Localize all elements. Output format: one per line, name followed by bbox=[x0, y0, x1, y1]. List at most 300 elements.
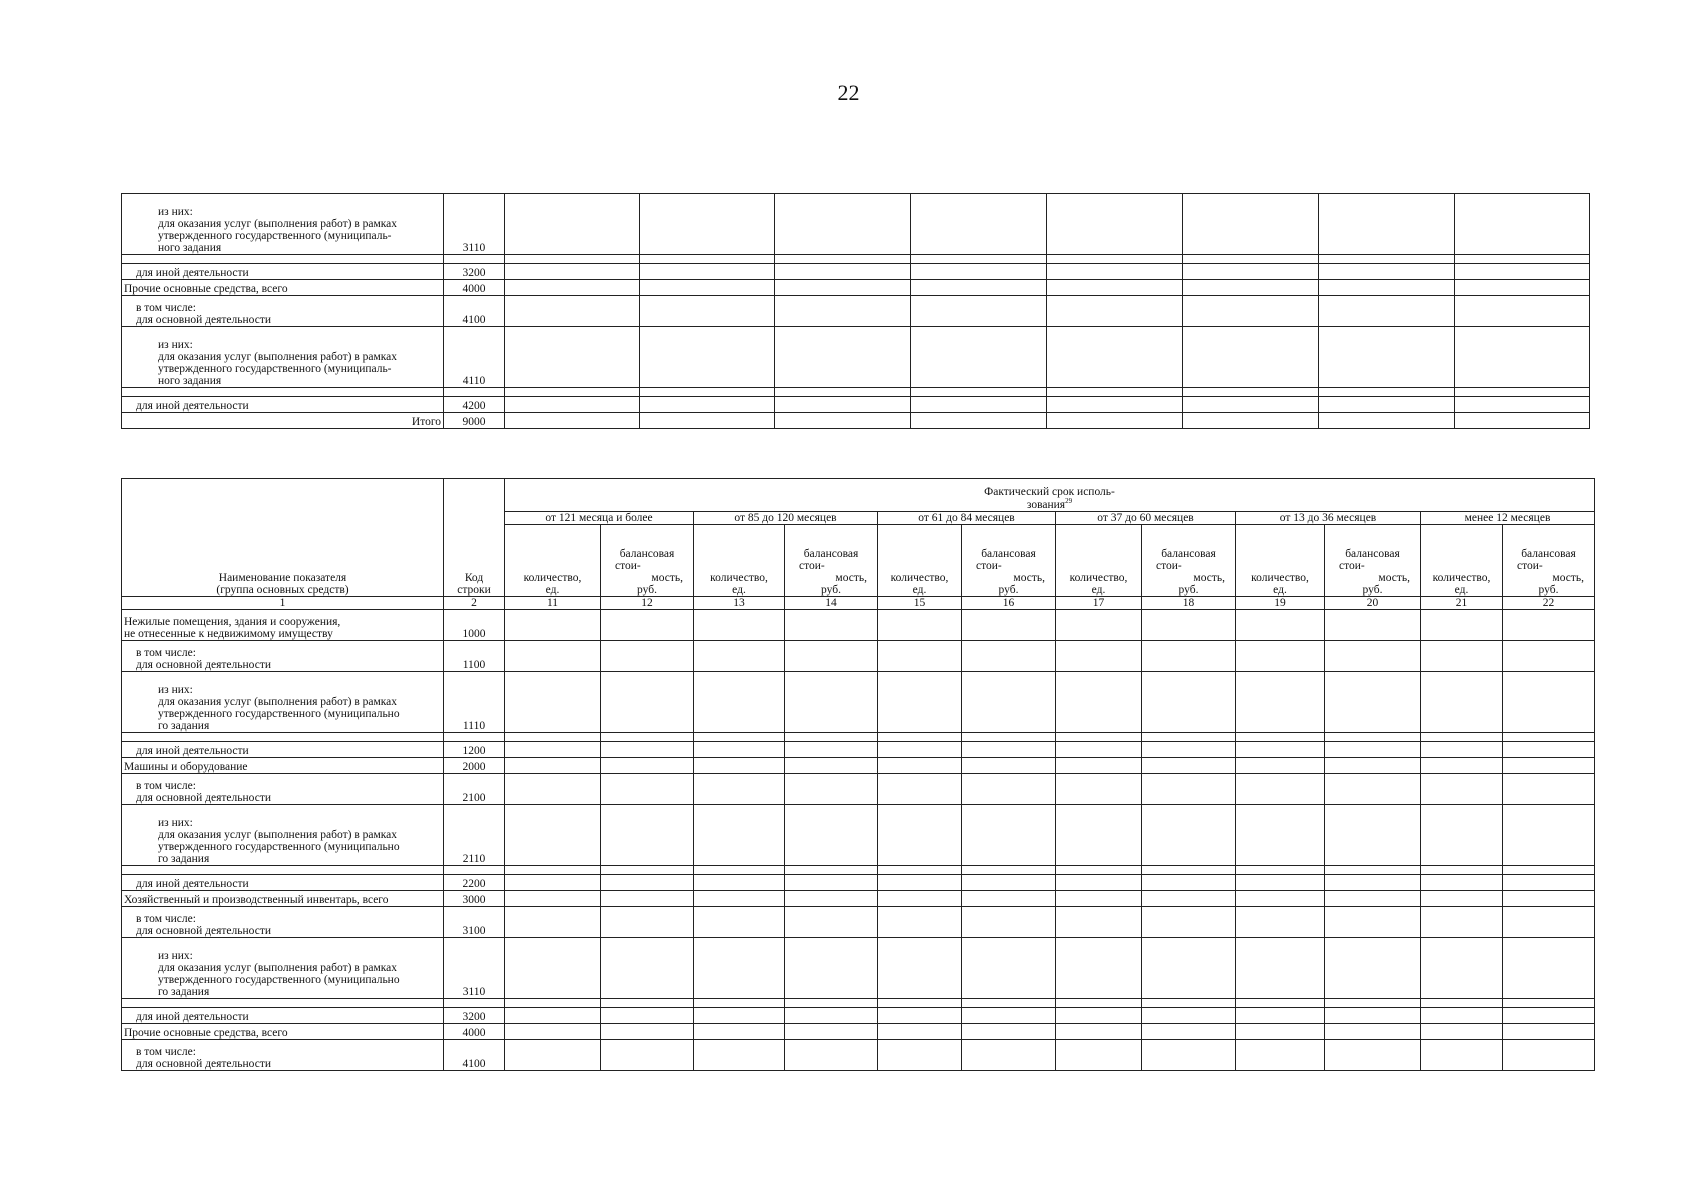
value-cell bbox=[911, 296, 1047, 327]
value-cell bbox=[1503, 733, 1595, 742]
column-number: 17 bbox=[1056, 597, 1142, 610]
value-cell bbox=[1319, 327, 1455, 388]
value-cell bbox=[1142, 1024, 1236, 1040]
value-cell bbox=[911, 264, 1047, 280]
value-cell bbox=[785, 733, 878, 742]
value-cell bbox=[505, 758, 601, 774]
quantity-label: количество, bbox=[1069, 571, 1128, 584]
row-label-line: Машины и оборудование bbox=[124, 761, 248, 774]
row-label bbox=[122, 938, 444, 999]
value-cell bbox=[1056, 1024, 1142, 1040]
value-cell bbox=[1319, 413, 1455, 429]
value-cell bbox=[1047, 194, 1183, 255]
row-code bbox=[444, 866, 505, 875]
value-cell bbox=[878, 891, 962, 907]
table-row bbox=[122, 1024, 1595, 1040]
value-cell bbox=[601, 938, 694, 999]
value-cell bbox=[505, 280, 640, 296]
row-label-line: для иной деятельности bbox=[136, 1011, 249, 1024]
value-cell bbox=[1325, 875, 1421, 891]
value-cell bbox=[1455, 397, 1590, 413]
table-row bbox=[122, 1008, 1595, 1024]
row-label bbox=[122, 907, 444, 938]
row-label bbox=[122, 264, 444, 280]
value-cell bbox=[962, 1008, 1056, 1024]
value-cell bbox=[785, 875, 878, 891]
value-cell bbox=[1455, 413, 1590, 429]
balance-label-4: руб. bbox=[1178, 584, 1199, 596]
value-cell bbox=[601, 1040, 694, 1071]
value-cell bbox=[1421, 866, 1503, 875]
value-cell bbox=[785, 907, 878, 938]
value-cell bbox=[878, 641, 962, 672]
value-cell bbox=[775, 264, 911, 280]
value-cell bbox=[1319, 388, 1455, 397]
value-cell bbox=[962, 672, 1056, 733]
table-row bbox=[122, 875, 1595, 891]
quantity-unit: ед. bbox=[1273, 584, 1287, 596]
value-cell bbox=[1503, 742, 1595, 758]
column-number: 15 bbox=[878, 597, 962, 610]
row-label-line: для основной деятельности bbox=[136, 792, 271, 805]
row-label-line: го задания bbox=[158, 720, 210, 733]
value-cell bbox=[694, 774, 785, 805]
balance-value-header bbox=[1142, 525, 1236, 597]
value-cell bbox=[601, 672, 694, 733]
row-label-line: для основной деятельности bbox=[136, 659, 271, 672]
value-cell bbox=[601, 1024, 694, 1040]
value-cell bbox=[505, 733, 601, 742]
value-cell bbox=[1503, 1008, 1595, 1024]
table-row bbox=[122, 742, 1595, 758]
value-cell bbox=[1319, 296, 1455, 327]
column-number: 18 bbox=[1142, 597, 1236, 610]
row-label bbox=[122, 327, 444, 388]
value-cell bbox=[1056, 742, 1142, 758]
value-cell bbox=[694, 672, 785, 733]
row-label bbox=[122, 774, 444, 805]
value-cell bbox=[1236, 742, 1325, 758]
value-cell bbox=[601, 907, 694, 938]
value-cell bbox=[878, 875, 962, 891]
table-row bbox=[122, 641, 1595, 672]
value-cell bbox=[878, 1040, 962, 1071]
row-code: 3200 bbox=[444, 264, 505, 280]
value-cell bbox=[1325, 891, 1421, 907]
header-name bbox=[122, 479, 444, 597]
balance-value-header bbox=[1325, 525, 1421, 597]
value-cell bbox=[1236, 610, 1325, 641]
value-cell bbox=[785, 1040, 878, 1071]
value-cell bbox=[505, 397, 640, 413]
quantity-label: количество, bbox=[890, 571, 949, 584]
column-number: 22 bbox=[1503, 597, 1595, 610]
table-row bbox=[122, 999, 1595, 1008]
value-cell bbox=[601, 774, 694, 805]
value-cell bbox=[785, 610, 878, 641]
balance-label-3: мость, bbox=[1013, 571, 1045, 584]
value-cell bbox=[694, 805, 785, 866]
balance-label-2: стои- bbox=[976, 559, 1002, 572]
value-cell bbox=[1455, 280, 1590, 296]
row-code: 1000 bbox=[444, 610, 505, 641]
value-cell bbox=[1056, 774, 1142, 805]
value-cell bbox=[640, 397, 775, 413]
table-row bbox=[122, 1040, 1595, 1071]
row-label-line: ного задания bbox=[158, 374, 222, 387]
value-cell bbox=[1047, 280, 1183, 296]
value-cell bbox=[1503, 672, 1595, 733]
value-cell bbox=[878, 999, 962, 1008]
value-cell bbox=[1183, 194, 1319, 255]
balance-value-header bbox=[1503, 525, 1595, 597]
value-cell bbox=[694, 875, 785, 891]
value-cell bbox=[694, 733, 785, 742]
value-cell bbox=[1183, 413, 1319, 429]
row-label bbox=[122, 742, 444, 758]
balance-value-header bbox=[601, 525, 694, 597]
value-cell bbox=[911, 280, 1047, 296]
row-label-line: ного задания bbox=[158, 241, 222, 254]
row-label bbox=[122, 758, 444, 774]
row-label-line: Хозяйственный и производственный инвентарь, всего bbox=[124, 894, 389, 907]
balance-label-3: мость, bbox=[651, 571, 683, 584]
value-cell bbox=[1056, 641, 1142, 672]
value-cell bbox=[785, 672, 878, 733]
row-label-line: для основной деятельности bbox=[136, 925, 271, 938]
period-header: от 37 до 60 месяцев bbox=[1056, 512, 1236, 525]
value-cell bbox=[505, 413, 640, 429]
value-cell bbox=[1142, 1040, 1236, 1071]
row-label-line: для иной деятельности bbox=[136, 266, 249, 279]
row-label-line: го задания bbox=[158, 853, 210, 866]
row-label-line: для оказания услуг (выполнения работ) в рамках bbox=[158, 828, 398, 841]
value-cell bbox=[1142, 805, 1236, 866]
value-cell bbox=[1183, 280, 1319, 296]
row-label-line: в том числе: bbox=[136, 1046, 196, 1058]
value-cell bbox=[601, 805, 694, 866]
column-number: 12 bbox=[601, 597, 694, 610]
table-usage-period bbox=[121, 478, 1595, 1071]
table-row bbox=[122, 388, 1590, 397]
table-row bbox=[122, 296, 1590, 327]
row-label bbox=[122, 866, 444, 875]
value-cell bbox=[1142, 999, 1236, 1008]
value-cell bbox=[640, 264, 775, 280]
value-cell bbox=[1325, 742, 1421, 758]
value-cell bbox=[1421, 733, 1503, 742]
balance-value-header bbox=[962, 525, 1056, 597]
row-label bbox=[122, 875, 444, 891]
table-row bbox=[122, 264, 1590, 280]
row-code: 4200 bbox=[444, 397, 505, 413]
table-row bbox=[122, 610, 1595, 641]
value-cell bbox=[878, 1008, 962, 1024]
quantity-header bbox=[1421, 525, 1503, 597]
value-cell bbox=[1325, 805, 1421, 866]
value-cell bbox=[785, 742, 878, 758]
value-cell bbox=[1319, 194, 1455, 255]
row-label-line: утвержденного государственного (муниципально bbox=[158, 974, 400, 986]
header-code-line2: строки bbox=[457, 584, 491, 596]
value-cell bbox=[1421, 742, 1503, 758]
value-cell bbox=[505, 875, 601, 891]
balance-label-4: руб. bbox=[1538, 584, 1559, 596]
value-cell bbox=[1319, 264, 1455, 280]
value-cell bbox=[878, 733, 962, 742]
value-cell bbox=[1503, 907, 1595, 938]
row-label-line: для иной деятельности bbox=[136, 399, 249, 412]
value-cell bbox=[601, 999, 694, 1008]
row-label bbox=[122, 1008, 444, 1024]
value-cell bbox=[1236, 891, 1325, 907]
row-label-line: утвержденного государственного (муниципаль- bbox=[158, 229, 392, 242]
value-cell bbox=[1142, 866, 1236, 875]
value-cell bbox=[1142, 672, 1236, 733]
balance-label-2: стои- bbox=[1339, 559, 1365, 572]
value-cell bbox=[1142, 891, 1236, 907]
table-row bbox=[122, 758, 1595, 774]
value-cell bbox=[1056, 758, 1142, 774]
value-cell bbox=[1142, 938, 1236, 999]
row-label-line: не отнесенные к недвижимому имуществу bbox=[124, 628, 333, 641]
value-cell bbox=[962, 733, 1056, 742]
value-cell bbox=[1047, 255, 1183, 264]
row-code: 2100 bbox=[444, 774, 505, 805]
quantity-header bbox=[878, 525, 962, 597]
value-cell bbox=[505, 805, 601, 866]
value-cell bbox=[601, 1008, 694, 1024]
period-header: от 61 до 84 месяцев bbox=[878, 512, 1056, 525]
value-cell bbox=[1183, 296, 1319, 327]
value-cell bbox=[962, 1040, 1056, 1071]
period-header: от 13 до 36 месяцев bbox=[1236, 512, 1421, 525]
value-cell bbox=[1325, 938, 1421, 999]
value-cell bbox=[1325, 907, 1421, 938]
row-label-line: Нежилые помещения, здания и сооружения, bbox=[124, 616, 341, 628]
value-cell bbox=[1421, 774, 1503, 805]
row-label bbox=[122, 397, 444, 413]
value-cell bbox=[911, 413, 1047, 429]
row-code: 3110 bbox=[444, 194, 505, 255]
value-cell bbox=[1056, 1040, 1142, 1071]
value-cell bbox=[1319, 397, 1455, 413]
value-cell bbox=[1503, 999, 1595, 1008]
value-cell bbox=[911, 194, 1047, 255]
row-label-line: Итого bbox=[411, 415, 441, 428]
header-usage-period bbox=[505, 479, 1595, 512]
value-cell bbox=[1056, 1008, 1142, 1024]
column-number: 16 bbox=[962, 597, 1056, 610]
balance-label-3: мость, bbox=[835, 571, 867, 584]
value-cell bbox=[640, 296, 775, 327]
balance-label-3: мость, bbox=[1378, 571, 1410, 584]
value-cell bbox=[962, 610, 1056, 641]
value-cell bbox=[1142, 875, 1236, 891]
value-cell bbox=[1421, 1040, 1503, 1071]
value-cell bbox=[640, 388, 775, 397]
value-cell bbox=[1325, 866, 1421, 875]
row-label bbox=[122, 641, 444, 672]
row-code: 4000 bbox=[444, 280, 505, 296]
value-cell bbox=[775, 397, 911, 413]
column-number: 20 bbox=[1325, 597, 1421, 610]
row-label-line: из них: bbox=[158, 816, 193, 829]
column-number: 13 bbox=[694, 597, 785, 610]
value-cell bbox=[1142, 1008, 1236, 1024]
value-cell bbox=[505, 388, 640, 397]
row-label-line: в том числе: bbox=[136, 780, 196, 792]
column-number: 19 bbox=[1236, 597, 1325, 610]
row-code: 1110 bbox=[444, 672, 505, 733]
row-code: 3200 bbox=[444, 1008, 505, 1024]
row-code: 3100 bbox=[444, 907, 505, 938]
value-cell bbox=[878, 758, 962, 774]
value-cell bbox=[1421, 610, 1503, 641]
balance-label-1: балансовая bbox=[1521, 547, 1576, 560]
row-label-line: для иной деятельности bbox=[136, 745, 249, 758]
value-cell bbox=[785, 999, 878, 1008]
table-row bbox=[122, 397, 1590, 413]
row-label-line: для оказания услуг (выполнения работ) в рамках bbox=[158, 961, 398, 974]
value-cell bbox=[1421, 672, 1503, 733]
row-label-line: для основной деятельности bbox=[136, 313, 271, 326]
column-number: 21 bbox=[1421, 597, 1503, 610]
value-cell bbox=[1142, 733, 1236, 742]
value-cell bbox=[962, 875, 1056, 891]
balance-label-2: стои- bbox=[1517, 559, 1543, 572]
value-cell bbox=[1325, 1024, 1421, 1040]
value-cell bbox=[640, 413, 775, 429]
row-label bbox=[122, 672, 444, 733]
value-cell bbox=[1421, 907, 1503, 938]
row-label-line: го задания bbox=[158, 986, 210, 999]
row-label-line: в том числе: bbox=[136, 913, 196, 925]
value-cell bbox=[785, 891, 878, 907]
value-cell bbox=[878, 805, 962, 866]
value-cell bbox=[694, 938, 785, 999]
value-cell bbox=[601, 742, 694, 758]
quantity-header bbox=[505, 525, 601, 597]
value-cell bbox=[785, 641, 878, 672]
value-cell bbox=[1503, 1040, 1595, 1071]
period-header: менее 12 месяцев bbox=[1421, 512, 1595, 525]
value-cell bbox=[1503, 866, 1595, 875]
balance-label-2: стои- bbox=[1156, 559, 1182, 572]
value-cell bbox=[785, 805, 878, 866]
header-code bbox=[444, 479, 505, 597]
column-number: 1 bbox=[122, 597, 444, 610]
value-cell bbox=[1503, 758, 1595, 774]
value-cell bbox=[694, 641, 785, 672]
value-cell bbox=[1325, 672, 1421, 733]
balance-label-1: балансовая bbox=[803, 547, 859, 560]
value-cell bbox=[694, 1040, 785, 1071]
value-cell bbox=[1503, 641, 1595, 672]
header-name-line1: Наименование показателя bbox=[218, 571, 347, 584]
balance-label-1: балансовая bbox=[1161, 547, 1216, 560]
value-cell bbox=[1183, 264, 1319, 280]
table-row bbox=[122, 805, 1595, 866]
value-cell bbox=[1455, 255, 1590, 264]
value-cell bbox=[1325, 758, 1421, 774]
value-cell bbox=[1142, 641, 1236, 672]
value-cell bbox=[1503, 938, 1595, 999]
balance-value-header bbox=[785, 525, 878, 597]
value-cell bbox=[505, 194, 640, 255]
value-cell bbox=[1325, 774, 1421, 805]
value-cell bbox=[505, 327, 640, 388]
quantity-label: количество, bbox=[1251, 571, 1309, 584]
value-cell bbox=[785, 758, 878, 774]
row-label-line: утвержденного государственного (муниципально bbox=[158, 708, 400, 720]
table-row bbox=[122, 891, 1595, 907]
value-cell bbox=[962, 805, 1056, 866]
row-label bbox=[122, 891, 444, 907]
header-usage-line1: Фактический срок исполь- bbox=[984, 486, 1115, 499]
value-cell bbox=[1503, 875, 1595, 891]
value-cell bbox=[1455, 264, 1590, 280]
value-cell bbox=[1421, 641, 1503, 672]
value-cell bbox=[1047, 264, 1183, 280]
row-code bbox=[444, 733, 505, 742]
value-cell bbox=[694, 1024, 785, 1040]
value-cell bbox=[1236, 1040, 1325, 1071]
value-cell bbox=[1236, 1008, 1325, 1024]
row-label-line: в том числе: bbox=[136, 301, 196, 314]
value-cell bbox=[962, 938, 1056, 999]
quantity-unit: ед. bbox=[912, 584, 927, 596]
table-row bbox=[122, 866, 1595, 875]
value-cell bbox=[1236, 774, 1325, 805]
value-cell bbox=[1503, 774, 1595, 805]
value-cell bbox=[1455, 296, 1590, 327]
row-code: 3110 bbox=[444, 938, 505, 999]
period-header: от 121 месяца и более bbox=[505, 512, 694, 525]
value-cell bbox=[1142, 758, 1236, 774]
value-cell bbox=[1319, 280, 1455, 296]
quantity-unit: ед. bbox=[732, 584, 746, 596]
value-cell bbox=[1503, 891, 1595, 907]
value-cell bbox=[1503, 610, 1595, 641]
row-label-line: для оказания услуг (выполнения работ) в рамках bbox=[158, 217, 398, 230]
value-cell bbox=[1421, 875, 1503, 891]
row-label bbox=[122, 255, 444, 264]
value-cell bbox=[505, 672, 601, 733]
quantity-header bbox=[1056, 525, 1142, 597]
row-label bbox=[122, 1040, 444, 1071]
quantity-label: количество, bbox=[523, 571, 582, 584]
value-cell bbox=[878, 672, 962, 733]
value-cell bbox=[1056, 866, 1142, 875]
row-label bbox=[122, 413, 444, 429]
balance-label-1: балансовая bbox=[981, 547, 1036, 560]
value-cell bbox=[1236, 758, 1325, 774]
header-name-line2: (группа основных средств) bbox=[216, 584, 349, 596]
balance-label-2: стои- bbox=[615, 559, 641, 572]
value-cell bbox=[1236, 907, 1325, 938]
value-cell bbox=[1236, 875, 1325, 891]
value-cell bbox=[505, 938, 601, 999]
row-code: 2110 bbox=[444, 805, 505, 866]
balance-label-4: руб. bbox=[998, 584, 1019, 596]
value-cell bbox=[775, 413, 911, 429]
value-cell bbox=[1236, 866, 1325, 875]
value-cell bbox=[911, 388, 1047, 397]
row-label-line: из них: bbox=[158, 338, 193, 351]
row-code bbox=[444, 999, 505, 1008]
value-cell bbox=[775, 296, 911, 327]
